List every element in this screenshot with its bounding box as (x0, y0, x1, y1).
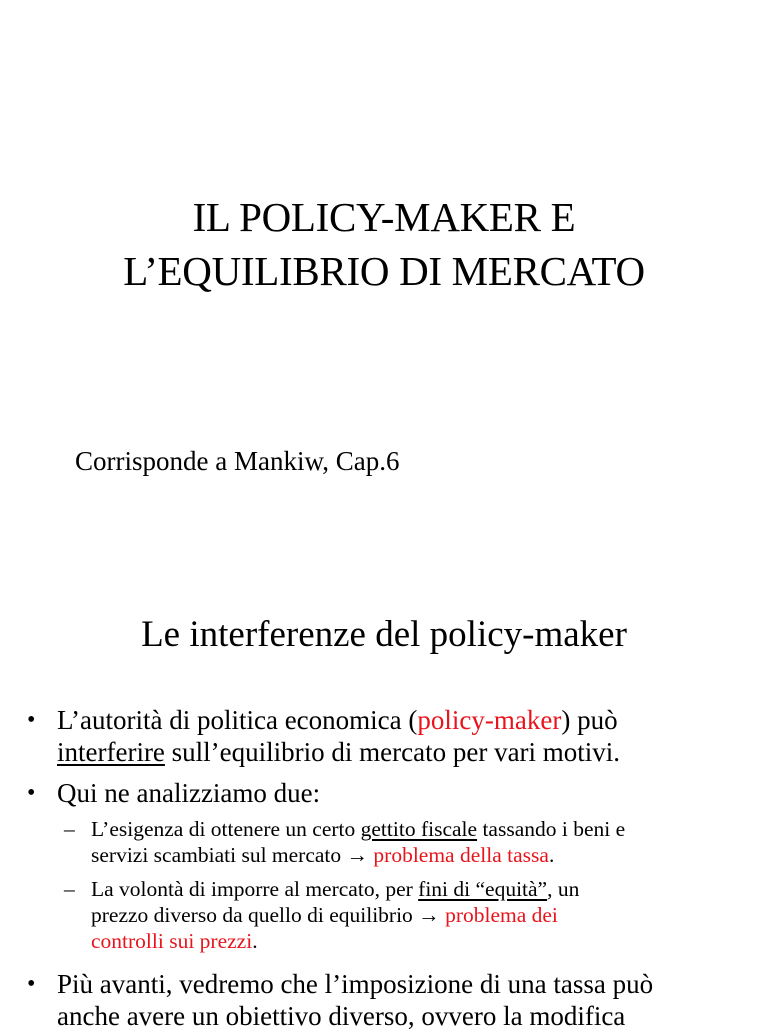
bullet-1-text-a: L’autorità di politica economica ( (57, 705, 418, 735)
sub-1-line-1 (91, 816, 756, 842)
interferire-underlined: interferire (57, 737, 165, 767)
sub-1-text-a: L’esigenza di ottenere un certo (91, 817, 361, 841)
bullet-item-3 (27, 968, 748, 1032)
slide-title-line-1: IL POLICY-MAKER E (192, 194, 576, 240)
sub-2-line-3 (91, 928, 756, 954)
sub-bullet-item-2 (64, 876, 756, 954)
sub-2-text-a: La volontà di imporre al mercato, per (91, 877, 419, 901)
bullet-1-line-1 (57, 704, 748, 736)
bullet-3-line-1: Più avanti, vedremo che l’imposizione di una tassa può (57, 969, 654, 999)
sub-1-text-c: servizi scambiati sul mercato → (91, 843, 374, 867)
fini-equita-underlined: fini di “equità” (418, 877, 548, 901)
section-title: Le interferenze del policy-maker (141, 614, 627, 655)
sub-1-text-b: tassando i beni e (477, 817, 626, 841)
bullet-dot: • (27, 971, 36, 997)
bullet-2-text: Qui ne analizziamo due: (57, 778, 321, 808)
controlli-prezzi-highlight: controlli sui prezzi (91, 929, 253, 953)
slide-subtitle: Corrisponde a Mankiw, Cap.6 (75, 446, 400, 476)
bullet-item-1 (27, 704, 748, 768)
bullet-3-line-2: anche avere un obiettivo diverso, ovvero la modifica (57, 1001, 626, 1031)
bullet-dot: • (27, 707, 36, 733)
sub-2-line-2 (91, 902, 756, 928)
bullet-1-text-c: sull’equilibrio di mercato per vari motivi. (164, 737, 621, 767)
slide-title (0, 190, 768, 298)
sub-2-text-b: , un (547, 877, 580, 901)
sub-1-text-d: . (548, 843, 555, 867)
gettito-fiscale-underlined: gettito fiscale (360, 817, 478, 841)
policy-maker-highlight: policy-maker (417, 705, 562, 735)
bullet-1-text-b: ) può (561, 705, 618, 735)
sub-2-line-1 (91, 876, 756, 902)
sub-bullet-dash: – (64, 817, 75, 841)
sub-2-text-d: . (252, 929, 258, 953)
sub-2-text-c: prezzo diverso da quello di equilibrio → (91, 903, 446, 927)
sub-bullet-item-1 (64, 816, 756, 868)
problema-tassa-highlight: problema della tassa (373, 843, 549, 867)
bullet-1-line-2 (57, 736, 748, 768)
problema-dei-highlight: problema dei (445, 903, 558, 927)
bullet-dot: • (27, 780, 36, 806)
sub-1-line-2 (91, 842, 756, 868)
sub-bullet-dash: – (64, 877, 75, 901)
slide-title-line-2: L’EQUILIBRIO DI MERCATO (123, 248, 645, 294)
bullet-item-2 (27, 777, 748, 809)
